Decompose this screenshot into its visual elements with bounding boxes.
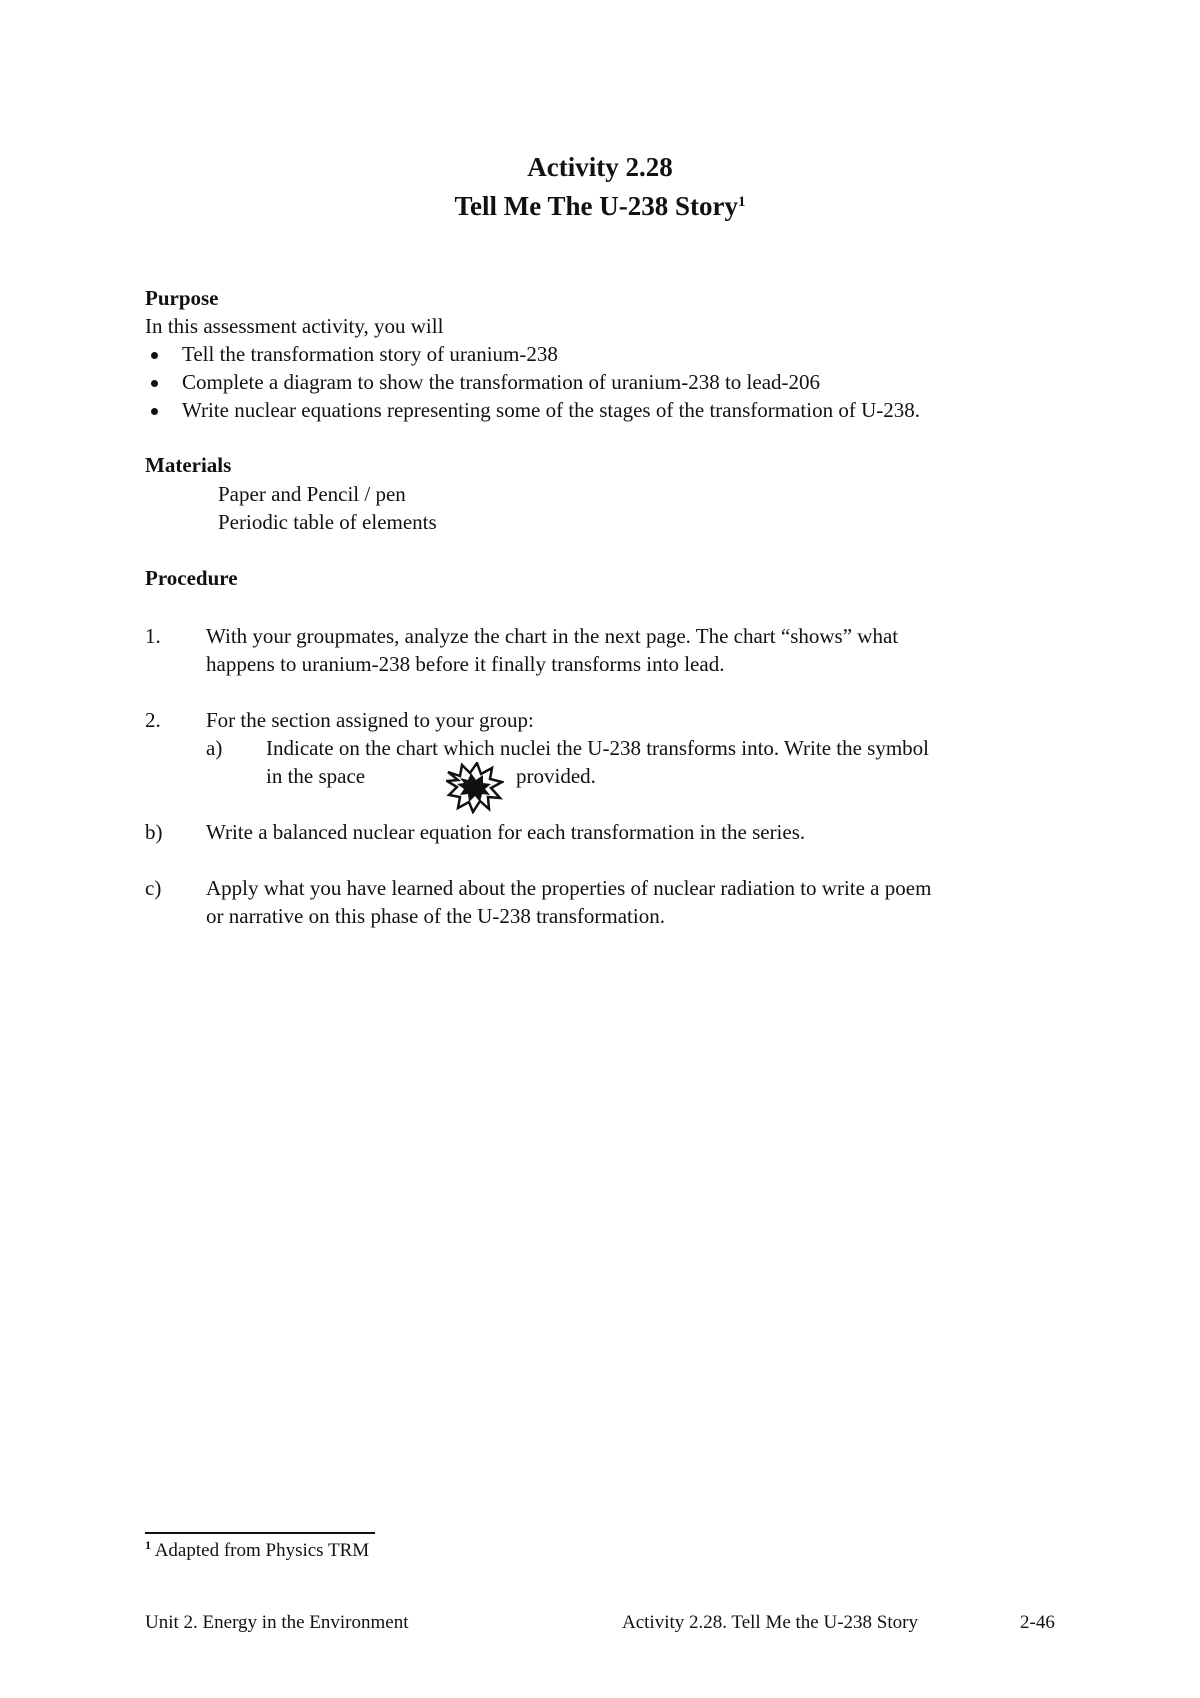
title-footnote-mark: 1 [738, 194, 746, 210]
page-title [0, 148, 1200, 226]
step-2a-line-1: Indicate on the chart which nuclei the U-238 transforms into. Write the symbol [266, 736, 930, 760]
step-1-line-2: happens to uranium-238 before it finally transforms into lead. [206, 652, 725, 676]
step-2a-label: a) [206, 736, 223, 760]
footer-center: Activity 2.28. Tell Me the U-238 Story [622, 1612, 918, 1633]
bullet-icon [151, 408, 158, 415]
footnote-text: Adapted from Physics TRM [151, 1540, 370, 1561]
title-activity-number: Activity 2.28 [527, 152, 673, 182]
purpose-heading: Purpose [145, 286, 219, 310]
footnote [145, 1540, 369, 1562]
step-1-number: 1. [145, 624, 161, 648]
purpose-bullet-1: Tell the transformation story of uranium-238 [182, 342, 558, 366]
title-text: Tell Me The U-238 Story [454, 191, 738, 221]
step-2c-line-2: or narrative on this phase of the U-238 transformation. [206, 904, 665, 928]
materials-item: Paper and Pencil / pen [218, 482, 406, 506]
footnote-divider [145, 1532, 375, 1534]
purpose-intro: In this assessment activity, you will [145, 314, 444, 338]
step-2-number: 2. [145, 708, 161, 732]
step-2a-line-2-start: in the space [266, 764, 366, 788]
starburst-icon [446, 762, 504, 814]
materials-item: Periodic table of elements [218, 510, 437, 534]
footnote-mark: 1 [145, 1538, 151, 1552]
step-2b-text: Write a balanced nuclear equation for each transformation in the series. [206, 820, 806, 844]
purpose-bullet-3: Write nuclear equations representing some of the stages of the transformation of U-238. [182, 398, 921, 422]
step-2c-line-1: Apply what you have learned about the properties of nuclear radiation to write a poem [206, 876, 932, 900]
step-2b-label: b) [145, 820, 163, 844]
footer-page-number: 2-46 [1020, 1612, 1055, 1633]
step-2a-line-2-end: provided. [516, 764, 596, 788]
materials-heading: Materials [145, 453, 232, 477]
purpose-bullet-2: Complete a diagram to show the transformation of uranium-238 to lead-206 [182, 370, 821, 394]
procedure-heading: Procedure [145, 566, 238, 590]
bullet-icon [151, 380, 158, 387]
step-2c-label: c) [145, 876, 162, 900]
footer-left: Unit 2. Energy in the Environment [145, 1612, 409, 1633]
title-activity-name [0, 187, 1200, 226]
bullet-icon [151, 352, 158, 359]
step-1-line-1: With your groupmates, analyze the chart in the next page. The chart “shows” what [206, 624, 899, 648]
step-2-text: For the section assigned to your group: [206, 708, 534, 732]
